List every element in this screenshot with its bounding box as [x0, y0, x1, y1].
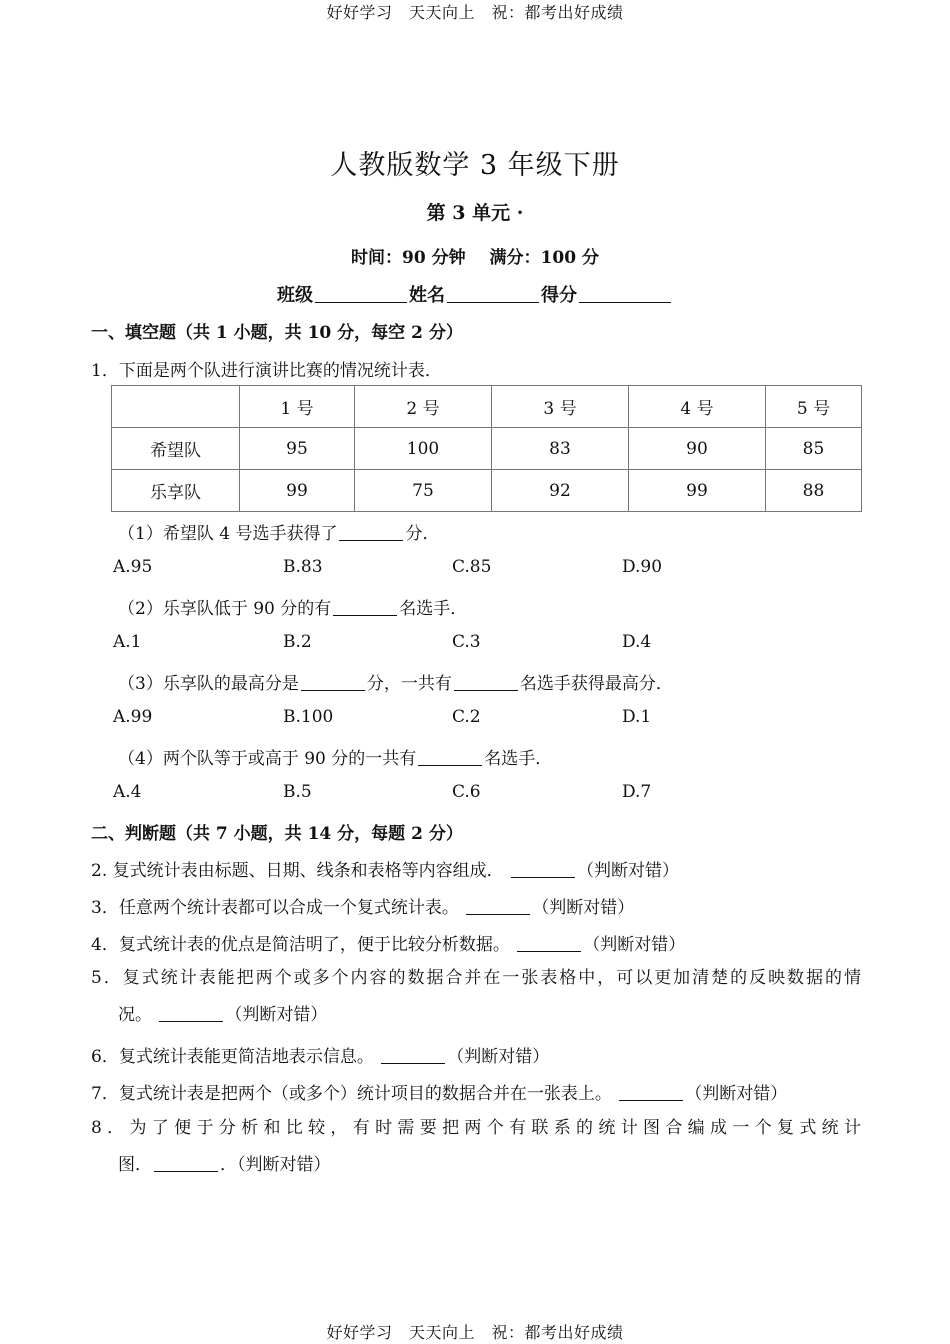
option-a[interactable]: A.4 [113, 782, 142, 802]
question-text: 7．复式统计表是把两个（或多个）统计项目的数据合并在一张表上。 [91, 1084, 612, 1104]
table-cell: 99 [629, 470, 766, 512]
option-a[interactable]: A.99 [113, 707, 153, 727]
subquestion-text: （1）希望队 4 号选手获得了 [118, 524, 338, 544]
subquestion-text: 名选手． [484, 749, 553, 769]
answer-blank[interactable] [301, 674, 365, 691]
question-6 [91, 1042, 549, 1067]
option-c[interactable]: C.2 [452, 707, 481, 727]
question-continuation [91, 1147, 861, 1184]
table-cell: 83 [492, 428, 629, 470]
subquestion-text: 分． [405, 524, 440, 544]
answer-blank[interactable] [466, 898, 530, 915]
table-row [112, 470, 862, 512]
judge-label: （判断对错） [447, 1047, 550, 1067]
judge-label: （判断对错） [583, 935, 686, 955]
subquestion-text: （3）乐享队的最高分是 [118, 674, 299, 694]
judge-label: （判断对错） [225, 1005, 328, 1025]
subquestion-text: （4）两个队等于或高于 90 分的一共有 [118, 749, 417, 769]
subquestion-text: 名选手获得最高分． [519, 674, 673, 694]
table-cell: 95 [240, 428, 355, 470]
judge-label: ．（判断对错） [220, 1155, 331, 1175]
answer-blank[interactable] [339, 524, 403, 541]
question-8 [91, 1110, 861, 1184]
class-blank[interactable] [315, 284, 407, 303]
table-header-cell [112, 386, 240, 428]
section1-heading: 一、填空题（共 1 小题，共 10 分，每空 2 分） [91, 323, 463, 343]
subquestion-4 [118, 744, 552, 769]
question-7 [91, 1079, 787, 1104]
table-header-cell: 3 号 [492, 386, 629, 428]
question-text: 况。 [118, 1005, 152, 1025]
name-blank[interactable] [447, 284, 539, 303]
option-b[interactable]: B.2 [283, 632, 312, 652]
table-cell: 99 [240, 470, 355, 512]
answer-blank[interactable] [517, 935, 581, 952]
table-cell: 90 [629, 428, 766, 470]
score-label: 得分 [541, 285, 577, 306]
table-cell: 88 [766, 470, 862, 512]
option-c[interactable]: C.6 [452, 782, 481, 802]
option-d[interactable]: D.90 [622, 557, 663, 577]
subquestion-text: 名选手． [399, 599, 468, 619]
table-cell: 85 [766, 428, 862, 470]
question-4 [91, 930, 685, 955]
table-header-row [112, 386, 862, 428]
table-header-cell: 2 号 [355, 386, 492, 428]
table-cell: 希望队 [112, 428, 240, 470]
question-text: 2. 复式统计表由标题、日期、线条和表格等内容组成． [91, 861, 504, 881]
student-info [0, 281, 950, 307]
question-1: 1．下面是两个队进行演讲比赛的情况统计表． [91, 361, 442, 381]
table-header-cell: 5 号 [766, 386, 862, 428]
section2-heading: 二、判断题（共 7 小题，共 14 分，每题 2 分） [91, 824, 463, 844]
question-3 [91, 893, 634, 918]
subquestion-2 [118, 594, 467, 619]
answer-blank[interactable] [154, 1155, 218, 1172]
unit-subtitle: 第 3 单元 · [426, 202, 524, 224]
question-text: 3．任意两个统计表都可以合成一个复式统计表。 [91, 898, 459, 918]
table-cell: 100 [355, 428, 492, 470]
question-text: 4．复式统计表的优点是简洁明了，便于比较分析数据。 [91, 935, 510, 955]
answer-blank[interactable] [619, 1084, 683, 1101]
answer-blank[interactable] [381, 1047, 445, 1064]
score-table [111, 385, 862, 512]
table-cell: 75 [355, 470, 492, 512]
exam-meta [0, 243, 950, 268]
table-row [112, 428, 862, 470]
question-2 [91, 856, 679, 881]
option-a[interactable]: A.95 [113, 557, 153, 577]
question-continuation [91, 997, 861, 1034]
page-footer: 好好学习 天天向上 祝：都考出好成绩 [326, 1323, 624, 1342]
option-c[interactable]: C.85 [452, 557, 492, 577]
judge-label: （判断对错） [577, 861, 680, 881]
subquestion-text: （2）乐享队低于 90 分的有 [118, 599, 332, 619]
option-c[interactable]: C.3 [452, 632, 481, 652]
name-label: 姓名 [409, 285, 445, 306]
answer-blank[interactable] [511, 861, 575, 878]
answer-blank[interactable] [454, 674, 518, 691]
table-header-cell: 1 号 [240, 386, 355, 428]
judge-label: （判断对错） [685, 1084, 788, 1104]
answer-blank[interactable] [418, 749, 482, 766]
option-b[interactable]: B.5 [283, 782, 312, 802]
option-d[interactable]: D.4 [622, 632, 652, 652]
score-blank[interactable] [579, 284, 671, 303]
page-header: 好好学习 天天向上 祝：都考出好成绩 [326, 3, 624, 22]
subquestion-1 [118, 519, 439, 544]
subquestion-3 [118, 669, 673, 694]
option-a[interactable]: A.1 [113, 632, 142, 652]
option-b[interactable]: B.100 [283, 707, 334, 727]
time-label: 时间：90 分钟 [351, 248, 466, 268]
answer-blank[interactable] [159, 1005, 223, 1022]
table-cell: 92 [492, 470, 629, 512]
option-d[interactable]: D.7 [622, 782, 652, 802]
option-d[interactable]: D.1 [622, 707, 652, 727]
question-text: 图． [118, 1155, 152, 1175]
option-b[interactable]: B.83 [283, 557, 323, 577]
answer-blank[interactable] [333, 599, 397, 616]
question-text: 5．复式统计表能把两个或多个内容的数据合并在一张表格中，可以更加清楚的反映数据的情 [91, 968, 861, 988]
subquestion-text: 分，一共有 [366, 674, 452, 694]
judge-label: （判断对错） [532, 898, 635, 918]
class-label: 班级 [277, 285, 313, 306]
table-cell: 乐享队 [112, 470, 240, 512]
question-5 [91, 960, 861, 1034]
page-title: 人教版数学 3 年级下册 [330, 150, 620, 181]
table-header-cell: 4 号 [629, 386, 766, 428]
question-text: 6．复式统计表能更简洁地表示信息。 [91, 1047, 374, 1067]
question-text: 8．为了便于分析和比较，有时需要把两个有联系的统计图合编成一个复式统计 [91, 1118, 861, 1138]
full-score-label: 满分：100 分 [489, 248, 599, 268]
